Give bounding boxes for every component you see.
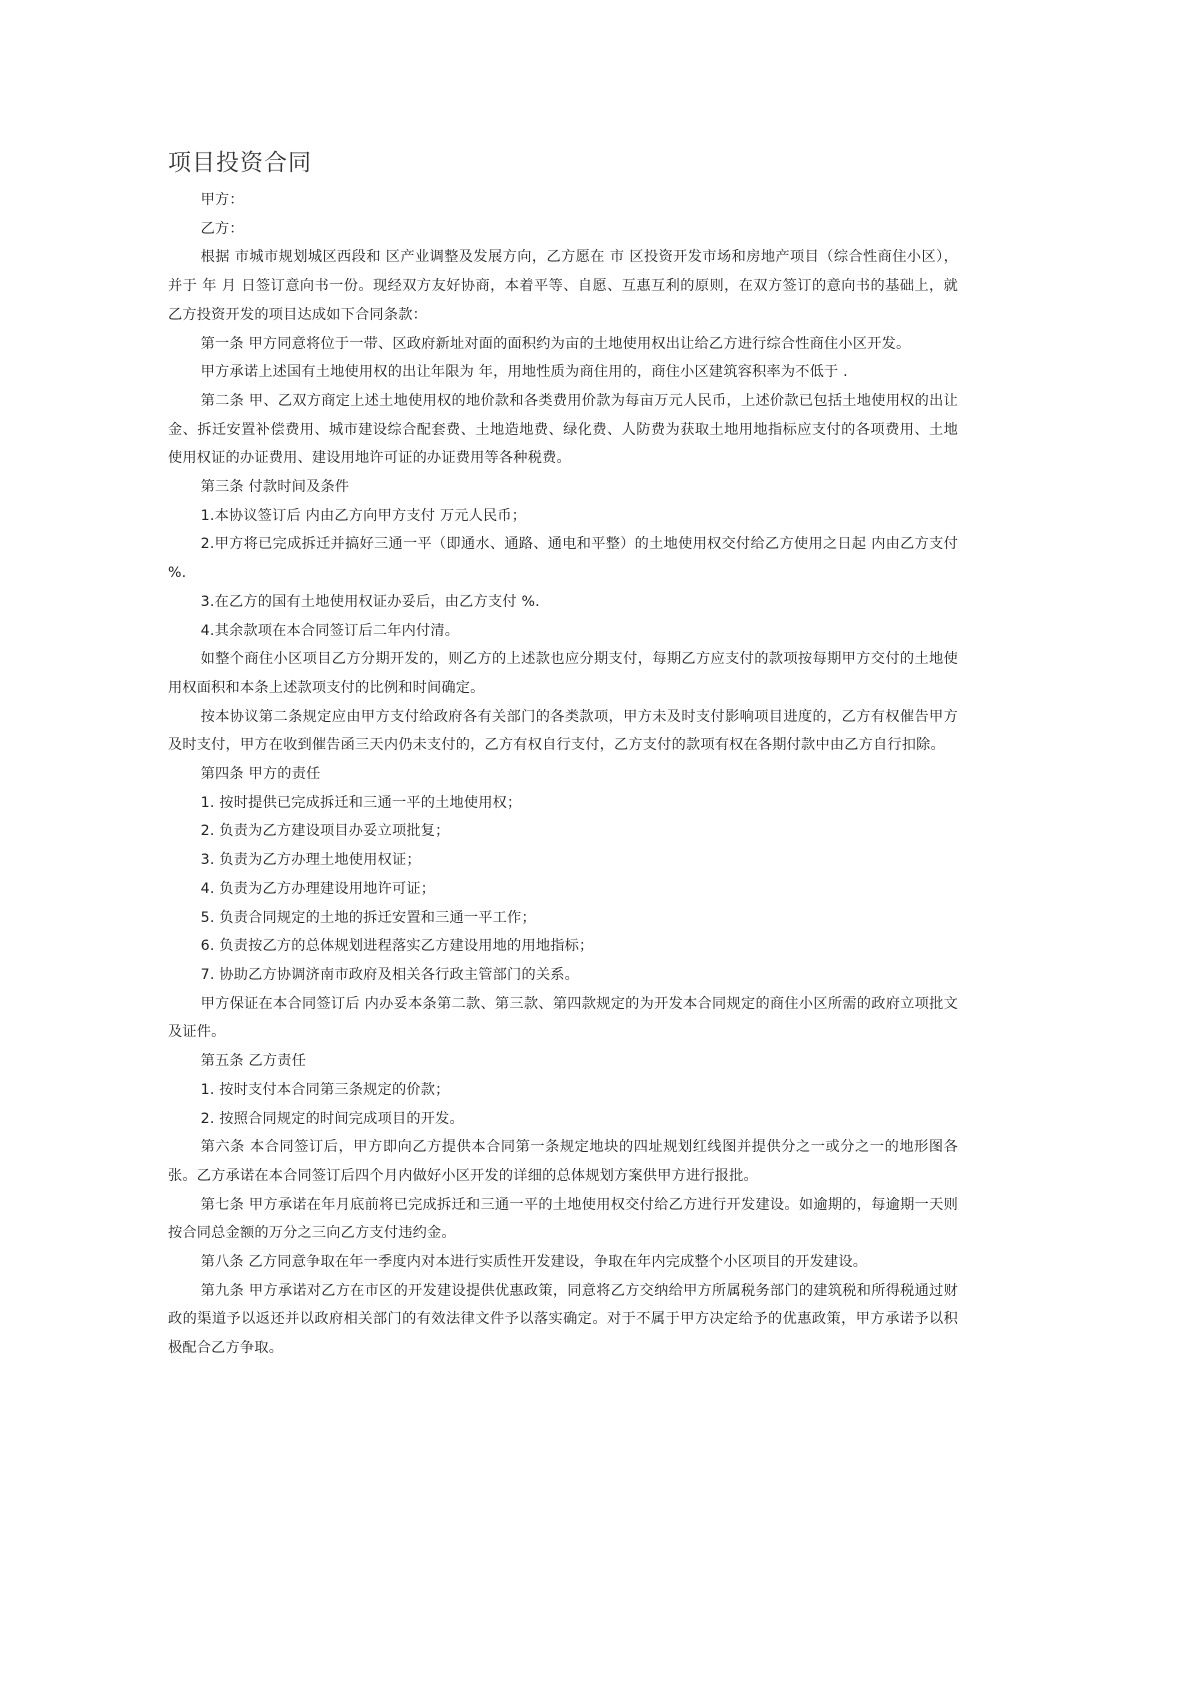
article-4-item-7: 7. 协助乙方协调济南市政府及相关各行政主管部门的关系。 xyxy=(200,966,579,983)
article-5-heading: 第五条 乙方责任 xyxy=(200,1053,307,1070)
article-3-heading: 第三条 付款时间及条件 xyxy=(200,479,350,496)
article-4-guarantee: 甲方保证在本合同签订后 内办妥本条第二款、第三款、第四款规定的为开发本合同规定的商住小区所需的政府立项批文及证件。 xyxy=(168,995,958,1041)
article-5-item-1: 1. 按时支付本合同第三条规定的价款； xyxy=(200,1081,450,1098)
document-title: 项目投资合同 xyxy=(168,150,312,176)
article-1: 第一条 甲方同意将位于一带、区政府新址对面的面积约为亩的土地使用权出让给乙方进行综合性商住小区开发。 xyxy=(200,335,911,352)
party-b-line: 乙方： xyxy=(200,220,244,237)
article-4-item-6: 6. 负责按乙方的总体规划进程落实乙方建设用地的用地指标； xyxy=(200,938,594,955)
article-4-item-5: 5. 负责合同规定的土地的拆迁安置和三通一平工作； xyxy=(200,909,536,926)
article-3-installments: 如整个商住小区项目乙方分期开发的，则乙方的上述款也应分期支付，每期乙方应支付的款项按每期甲方交付的土地使用权面积和本条上述款项支付的比例和时间确定。 xyxy=(168,651,958,696)
article-1-term: 甲方承诺上述国有土地使用权的出让年限为 年，用地性质为商住用的，商住小区建筑容积率为不低于 . xyxy=(200,364,848,381)
article-4-item-4: 4. 负责为乙方办理建设用地许可证； xyxy=(200,880,436,897)
article-4-item-3: 3. 负责为乙方办理土地使用权证； xyxy=(200,852,421,869)
party-a-line: 甲方： xyxy=(200,192,244,208)
article-4-heading: 第四条 甲方的责任 xyxy=(200,766,321,783)
article-3-item-4: 4.其余款项在本合同签订后二年内付清。 xyxy=(200,622,460,639)
article-8: 第八条 乙方同意争取在年一季度内对本进行实质性开发建设，争取在年内完成整个小区项目的开发建设。 xyxy=(200,1254,868,1271)
article-3-item-1: 1.本协议签订后 内由乙方向甲方支付 万元人民币； xyxy=(200,507,527,524)
preamble-paragraph: 根据 市城市规划城区西段和 区产业调整及发展方向，乙方愿在 市 区投资开发市场和房地产项目（综合性商住小区），并于 年 月 日签订意向书一份。现经双方友好协商，本着平等、自愿、互惠互利的原则，在双方签订的意向书的基础上，就乙方投资开发的项目达成如下合同条款： xyxy=(168,249,958,323)
article-6: 第六条 本合同签订后，甲方即向乙方提供本合同第一条规定地块的四址规划红线图并提供分之一或分之一的地形图各张。乙方承诺在本合同签订后四个月内做好小区开发的详细的总体规划方案供甲方进行报批。 xyxy=(168,1139,958,1184)
article-9: 第九条 甲方承诺对乙方在市区的开发建设提供优惠政策，同意将乙方交纳给甲方所属税务部门的建筑税和所得税通过财政的渠道予以返还并以政府相关部门的有效法律文件予以落实确定。对于不属于甲方决定给予的优惠政策，甲方承诺予以积极配合乙方争取。 xyxy=(168,1282,958,1357)
article-3-item-2: 2.甲方将已完成拆迁并搞好三通一平（即通水、通路、通电和平整）的土地使用权交付给乙方使用之日起 内由乙方支付 %. xyxy=(168,536,958,582)
article-2: 第二条 甲、乙双方商定上述土地使用权的地价款和各类费用价款为每亩万元人民币，上述价款已包括土地使用权的出让金、拆迁安置补偿费用、城市建设综合配套费、土地造地费、绿化费、人防费为获取土地用地指标应支付的各项费用、土地使用权证的办证费用、建设用地许可证的办证费用等各种税费。 xyxy=(168,392,958,467)
article-5-item-2: 2. 按照合同规定的时间完成项目的开发。 xyxy=(200,1110,464,1127)
document-page xyxy=(168,146,958,1363)
article-3-item-3: 3.在乙方的国有土地使用权证办妥后，由乙方支付 %. xyxy=(200,593,540,610)
article-4-item-2: 2. 负责为乙方建设项目办妥立项批复； xyxy=(200,823,450,840)
article-4-item-1: 1. 按时提供已完成拆迁和三通一平的土地使用权； xyxy=(200,794,522,811)
article-3-late-payment: 按本协议第二条规定应由甲方支付给政府各有关部门的各类款项，甲方未及时支付影响项目进度的，乙方有权催告甲方及时支付，甲方在收到催告函三天内仍未支付的，乙方有权自行支付，乙方支付的款项有权在各期付款中由乙方自行扣除。 xyxy=(168,708,958,754)
article-7: 第七条 甲方承诺在年月底前将已完成拆迁和三通一平的土地使用权交付给乙方进行开发建设。如逾期的，每逾期一天则按合同总金额的万分之三向乙方支付违约金。 xyxy=(168,1196,958,1242)
